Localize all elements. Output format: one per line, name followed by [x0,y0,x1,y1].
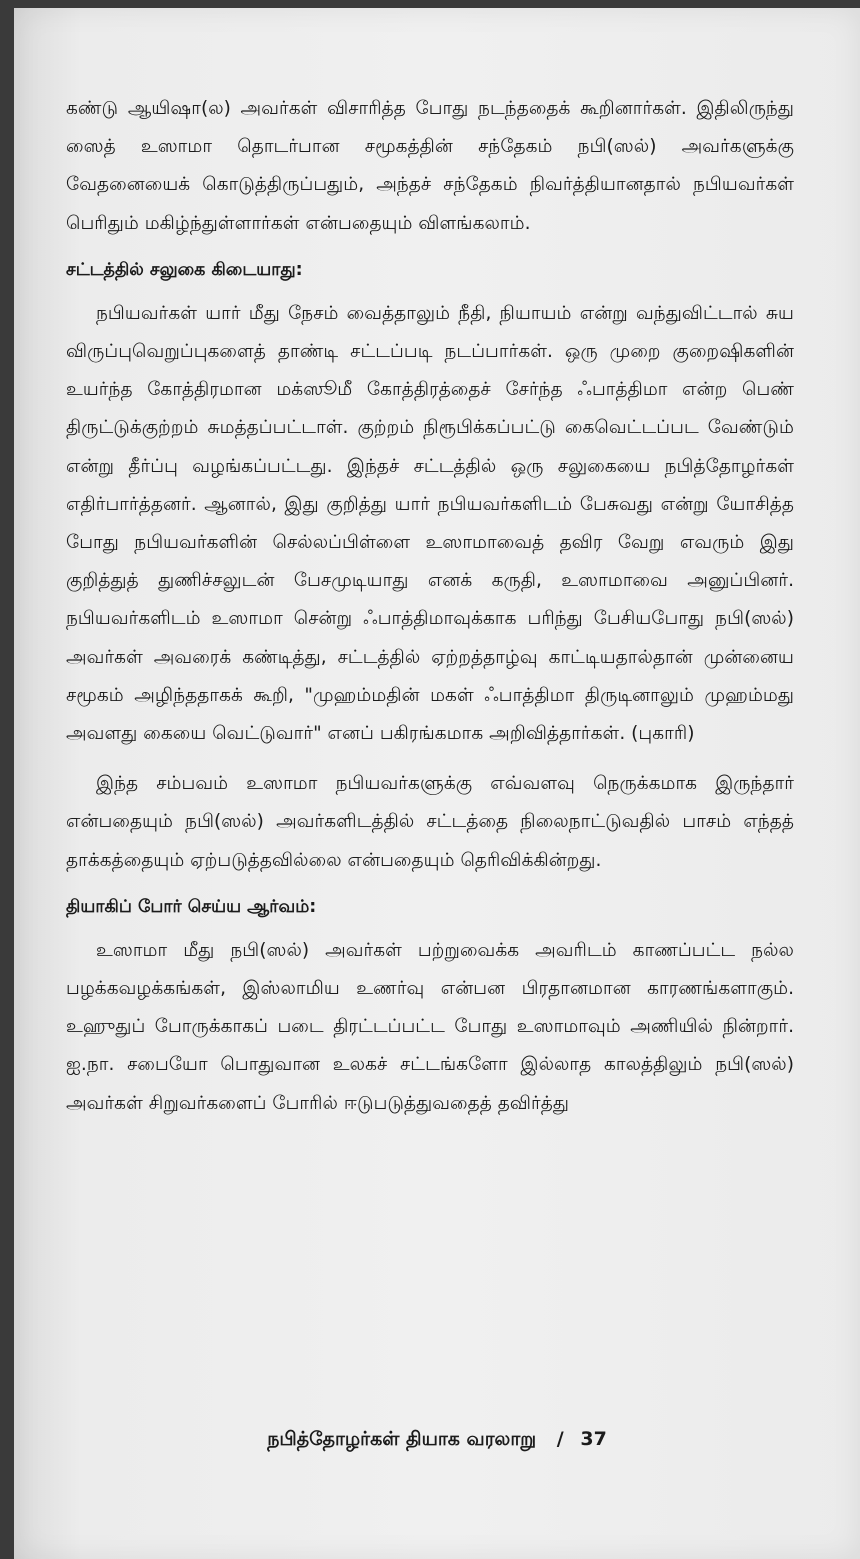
paragraph-intro: கண்டு ஆயிஷா(ல) அவர்கள் விசாரித்த போது நடந்ததைக் கூறினார்கள். இதிலிருந்து ஸைத் உஸாமா தொடர்பான சமூகத்தின் சந்தேகம் நபி(ஸல்) அவர்களுக்கு வேதனையைக் கொடுத்திருப்பதும், அந்தச் சந்தேகம் நிவர்த்தியானதால் நபியவர்கள் பெரிதும் மகிழ்ந்துள்ளார்கள் என்பதையும் விளங்கலாம். [66,98,794,234]
page-footer [14,1428,860,1453]
paragraph-usama-character: உஸாமா மீது நபி(ஸல்) அவர்கள் பற்றுவைக்க அவரிடம் காணப்பட்ட நல்ல பழக்கவழக்கங்கள், இஸ்லாமிய உணர்வு என்பன பிரதானமான காரணங்களாகும். உஹுதுப் போருக்காகப் படை திரட்டப்பட்ட போது உஸாமாவும் அணியில் நின்றார். ஐ.நா. சபையோ பொதுவான உலகச் சட்டங்களோ இல்லாத காலத்திலும் நபி(ஸல்) அவர்கள் சிறுவர்களைப் போரில் ஈடுபடுத்துவதைத் தவிர்த்து [66,939,794,1114]
footer-separator: / [556,1428,564,1450]
paragraph-fatima-story: நபியவர்கள் யார் மீது நேசம் வைத்தாலும் நீதி, நியாயம் என்று வந்துவிட்டால் சுய விருப்புவெறுப்புகளைத் தாண்டி சட்டப்படி நடப்பார்கள். ஒரு முறை குறைஷிகளின் உயர்ந்த கோத்திரமான மக்ஸூமீ கோத்திரத்தைச் சேர்ந்த ஃபாத்திமா என்ற பெண் திருட்டுக்குற்றம் சுமத்தப்பட்டாள். குற்றம் நிரூபிக்கப்பட்டு கைவெட்டப்பட வேண்டும் என்று தீர்ப்பு வழங்கப்பட்டது. இந்தச் சட்டத்தில் ஒரு சலுகையை நபித்தோழர்கள் எதிர்பார்த்தனர். ஆனால், இது குறித்து யார் நபியவர்களிடம் பேசுவது என்று யோசித்த போது நபியவர்களின் செல்லப்பிள்ளை உஸாமாவைத் தவிர வேறு எவரும் இது குறித்துத் துணிச்சலுடன் பேசமுடியாது எனக் கருதி, உஸாமாவை அனுப்பினர். நபியவர்களிடம் உஸாமா சென்று ஃபாத்திமாவுக்காக பரிந்து பேசியபோது நபி(ஸல்) அவர்கள் அவரைக் கண்டித்து, சட்டத்தில் ஏற்றத்தாழ்வு காட்டியதால்தான் முன்னைய சமூகம் அழிந்ததாகக் கூறி, "முஹம்மதின் மகள் ஃபாத்திமா திருடினாலும் முஹம்மது அவளது கையை வெட்டுவார்" எனப் பகிரங்கமாக அறிவித்தார்கள். (புகாரி) [66,302,795,745]
book-title: நபித்தோழர்கள் தியாக வரலாறு [267,1428,537,1450]
paragraph-gap [66,753,794,765]
book-page [14,8,860,1559]
section-heading-no-concession: சட்டத்தில் சலுகை கிடையாது: [66,259,303,280]
section-heading-eagerness-to-fight: தியாகிப் போர் செய்ய ஆர்வம்: [66,896,317,917]
page-number: 37 [580,1428,607,1450]
page-body [66,90,794,1123]
paragraph-incident-summary: இந்த சம்பவம் உஸாமா நபியவர்களுக்கு எவ்வளவு நெருக்கமாக இருந்தார் என்பதையும் நபி(ஸல்) அவர்களிடத்தில் சட்டத்தை நிலைநாட்டுவதில் பாசம் எந்தத் தாக்கத்தையும் ஏற்படுத்தவில்லை என்பதையும் தெரிவிக்கின்றது. [66,773,794,871]
